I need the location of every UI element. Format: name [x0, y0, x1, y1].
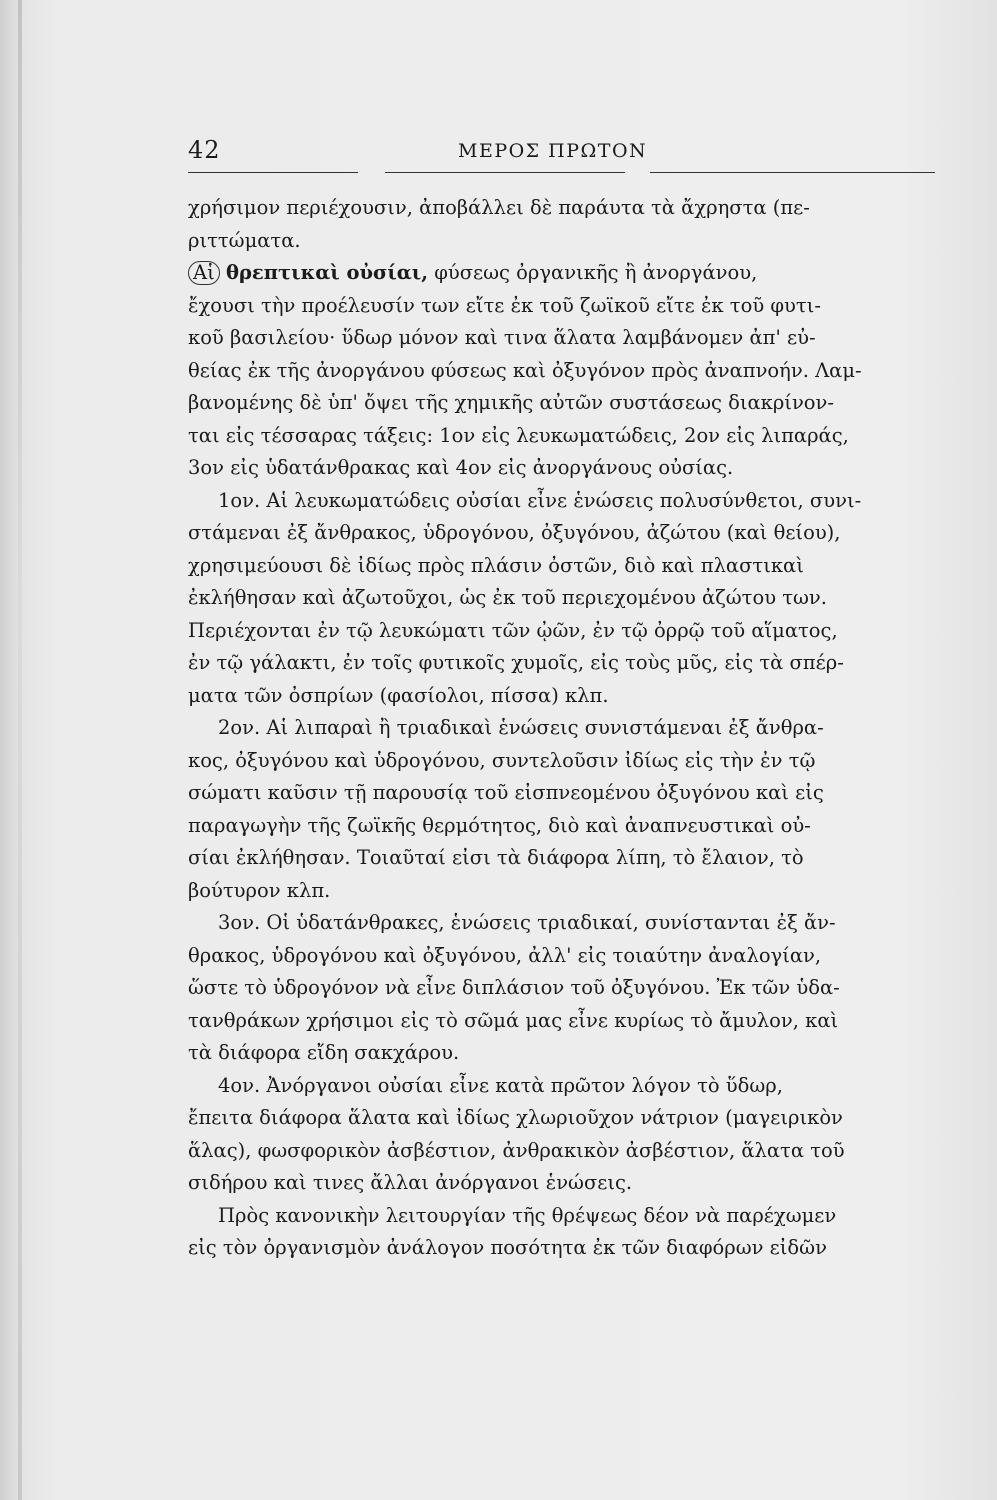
text-line: χρήσιμον περιέχουσιν, ἀποβάλλει δὲ παράυτα τὰ ἄχρηστα (πε- [188, 196, 810, 219]
text-line: 2ον. Αἱ λιπαραὶ ἢ τριαδικαὶ ἑνώσεις συνιστάμεναι ἐξ ἄνθρα- [218, 716, 824, 739]
text-line: κοῦ βασιλείου· ὕδωρ μόνον καὶ τινα ἅλατα λαμβάνομεν ἀπ' εὐ- [188, 326, 816, 349]
text-line: παραγωγὴν τῆς ζωϊκῆς θερμότητος, διὸ καὶ ἀναπνευστικαὶ οὐ- [188, 813, 811, 837]
text-line: ἐκλήθησαν καὶ ἀζωτοῦχοι, ὡς ἐκ τοῦ περιεχομένου ἀζώτου των. [188, 586, 827, 609]
text-line: 4ον. Ἀνόργανοι οὐσίαι εἶνε κατὰ πρῶτον λόγον τὸ ὕδωρ, [218, 1073, 783, 1097]
text-line: στάμεναι ἐξ ἄνθρακος, ὑδρογόνου, ὀξυγόνου, ἀζώτου (καὶ θείου), [188, 521, 841, 544]
text-line: εἰς τὸν ὀργανισμὸν ἀνάλογον ποσότητα ἐκ τῶν διαφόρων εἰδῶν [188, 1236, 827, 1259]
header-rule-left [188, 172, 358, 173]
header-rule-right [650, 172, 935, 173]
text-line: σίαι ἐκλήθησαν. Τοιαῦταί εἰσι τὰ διάφορα λίπη, τὸ ἔλαιον, τὸ [188, 846, 804, 869]
text-line: θείας ἐκ τῆς ἀνοργάνου φύσεως καὶ ὀξυγόνον πρὸς ἀναπνοήν. Λαμ- [188, 358, 862, 382]
text-line: θρακος, ὑδρογόνου καὶ ὀξυγόνου, ἀλλ' εἰς τοιαύτην ἀναλογίαν, [188, 943, 822, 967]
text-line [188, 257, 948, 290]
text-line: βανομένης δὲ ὑπ' ὄψει τῆς χημικῆς αὐτῶν συστάσεως διακρίνον- [188, 391, 834, 414]
header-rule-middle [385, 172, 625, 173]
text-line: τανθράκων χρήσιμοι εἰς τὸ σῶμά μας εἶνε κυρίως τὸ ἄμυλον, καὶ [188, 1008, 839, 1032]
text-line: ἅλας), φωσφορικὸν ἀσβέστιον, ἀνθρακικὸν ἀσβέστιον, ἅλατα τοῦ [188, 1138, 845, 1162]
text-line: ἔπειτα διάφορα ἅλατα καὶ ἰδίως χλωριοῦχον νάτριον (μαγειρικὸν [188, 1106, 843, 1129]
text-line: βούτυρον κλπ. [188, 878, 331, 902]
text-line: ματα τῶν ὀσπρίων (φασίολοι, πίσσα) κλπ. [188, 683, 609, 707]
text-line: 3ον εἰς ὑδατάνθρακας καὶ 4ον εἰς ἀνοργάνους οὐσίας. [188, 456, 734, 479]
page-number: 42 [188, 136, 221, 164]
body-text [188, 192, 948, 1265]
circled-word: Αἱ [188, 261, 220, 285]
text-line: ται εἰς τέσσαρας τάξεις: 1ον εἰς λευκωματώδεις, 2ον εἰς λιπαράς, [188, 423, 849, 447]
text-line: ἐν τῷ γάλακτι, ἐν τοῖς φυτικοῖς χυμοῖς, εἰς τοὺς μῦς, εἰς τὰ σπέρ- [188, 651, 844, 674]
text-line: σιδήρου καὶ τινες ἄλλαι ἀνόργανοι ἑνώσεις. [188, 1171, 633, 1194]
text-line: 3ον. Οἱ ὑδατάνθρακες, ἑνώσεις τριαδικαί, συνίστανται ἐξ ἄν- [218, 911, 836, 934]
text-line: κος, ὀξυγόνου καὶ ὑδρογόνου, συντελοῦσιν ἰδίως εἰς τὴν ἐν τῷ [188, 748, 816, 772]
bold-term: θρεπτικαὶ οὐσίαι, [225, 261, 429, 284]
text-line: 1ον. Αἱ λευκωματώδεις οὐσίαι εἶνε ἑνώσεις πολυσύνθετοι, συνι- [218, 488, 862, 512]
text-line: ἔχουσι τὴν προέλευσίν των εἴτε ἐκ τοῦ ζωϊκοῦ εἴτε ἐκ τοῦ φυτι- [188, 293, 821, 317]
text-line: Πρὸς κανονικὴν λειτουργίαν τῆς θρέψεως δέον νὰ παρέχωμεν [218, 1203, 837, 1227]
text-line: Περιέχονται ἐν τῷ λευκώματι τῶν ᾠῶν, ἐν τῷ ὀρρῷ τοῦ αἵματος, [188, 618, 838, 642]
running-head: ΜΕΡΟΣ ΠΡΩΤΟΝ [458, 140, 648, 162]
text-line: σώματι καῦσιν τῇ παρουσίᾳ τοῦ εἰσπνεομένου ὀξυγόνου καὶ εἰς [188, 781, 824, 804]
text-line: ὥστε τὸ ὑδρογόνον νὰ εἶνε διπλάσιον τοῦ ὀξυγόνου. Ἐκ τῶν ὑδα- [188, 976, 840, 999]
text-fragment: φύσεως ὀργανικῆς ἢ ἀνοργάνου, [428, 261, 758, 284]
page-edge-shadow [18, 0, 22, 1500]
page-header [188, 136, 938, 170]
text-line: χρησιμεύουσι δὲ ἰδίως πρὸς πλάσιν ὀστῶν, διὸ καὶ πλαστικαὶ [188, 553, 804, 577]
text-line: ριττώματα. [188, 228, 301, 252]
text-line: τὰ διάφορα εἴδη σακχάρου. [188, 1041, 460, 1064]
